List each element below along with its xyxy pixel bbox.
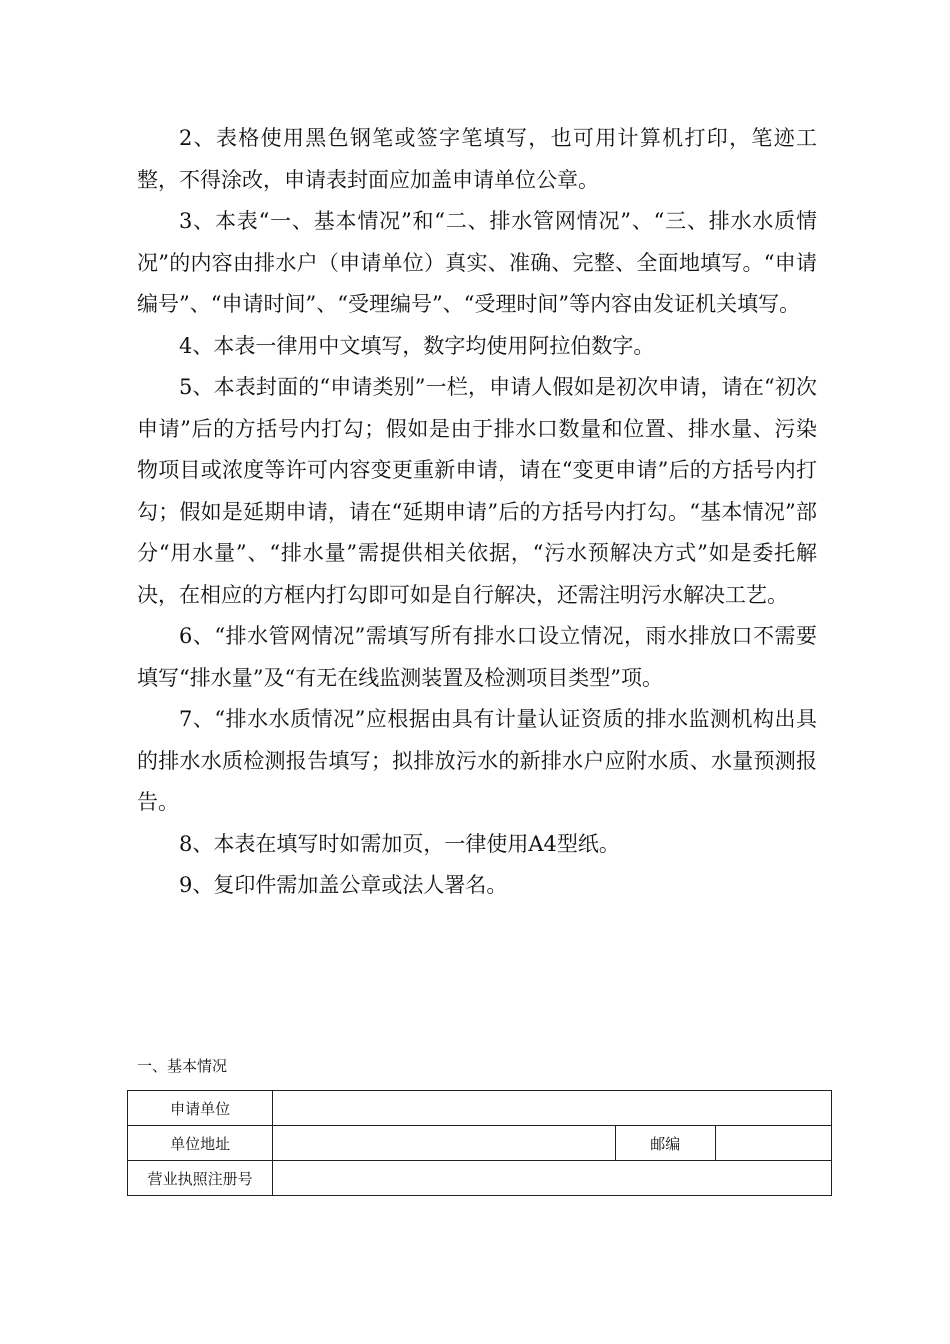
- address-field[interactable]: [273, 1126, 615, 1161]
- license-number-label: 营业执照注册号: [128, 1161, 273, 1196]
- applicant-field[interactable]: [273, 1091, 832, 1126]
- instruction-item-3: 3、本表“一、基本情况”和“二、排水管网情况”、“三、排水水质情况”的内容由排水户（申请单位）真实、准确、完整、全面地填写。“申请编号”、“申请时间”、“受理编号”、“受理时间”等内容由发证机关填写。: [137, 209, 817, 316]
- basic-info-table: [127, 1090, 832, 1196]
- applicant-label: 申请单位: [128, 1091, 273, 1126]
- section-title-basic-info: 一、基本情况: [137, 1057, 228, 1075]
- instruction-item-6: 6、“排水管网情况”需填写所有排水口设立情况，雨水排放口不需要填写“排水量”及“有无在线监测装置及检测项目类型”项。: [137, 624, 817, 690]
- postcode-label: 邮编: [615, 1126, 715, 1161]
- postcode-field[interactable]: [715, 1126, 831, 1161]
- table-row-address: [128, 1126, 832, 1161]
- instruction-item-8: 8、本表在填写时如需加页，一律使用A4型纸。: [179, 831, 620, 856]
- instruction-item-9: 9、复印件需加盖公章或法人署名。: [179, 873, 508, 897]
- license-number-field[interactable]: [273, 1161, 832, 1196]
- address-label: 单位地址: [128, 1126, 273, 1161]
- instruction-item-7: 7、“排水水质情况”应根据由具有计量认证资质的排水监测机构出具的排水水质检测报告填写；拟排放污水的新排水户应附水质、水量预测报告。: [137, 707, 817, 814]
- table-row-applicant: [128, 1091, 832, 1126]
- instruction-item-2: 2、表格使用黑色钢笔或签字笔填写，也可用计算机打印，笔迹工整，不得涂改，申请表封面应加盖申请单位公章。: [137, 126, 817, 192]
- instructions-list: [137, 118, 817, 907]
- instruction-item-5: 5、本表封面的“申请类别”一栏，申请人假如是初次申请，请在“初次申请”后的方括号内打勾；假如是由于排水口数量和位置、排水量、污染物项目或浓度等许可内容变更重新申请，请在“变更申请”后的方括号内打勾；假如是延期申请，请在“延期申请”后的方括号内打勾。“基本情况”部分“用水量”、“排水量”需提供相关依据，“污水预解决方式”如是委托解决，在相应的方框内打勾即可如是自行解决，还需注明污水解决工艺。: [137, 375, 817, 607]
- instruction-item-4: 4、本表一律用中文填写，数字均使用阿拉伯数字。: [179, 333, 655, 358]
- table-row-license: [128, 1161, 832, 1196]
